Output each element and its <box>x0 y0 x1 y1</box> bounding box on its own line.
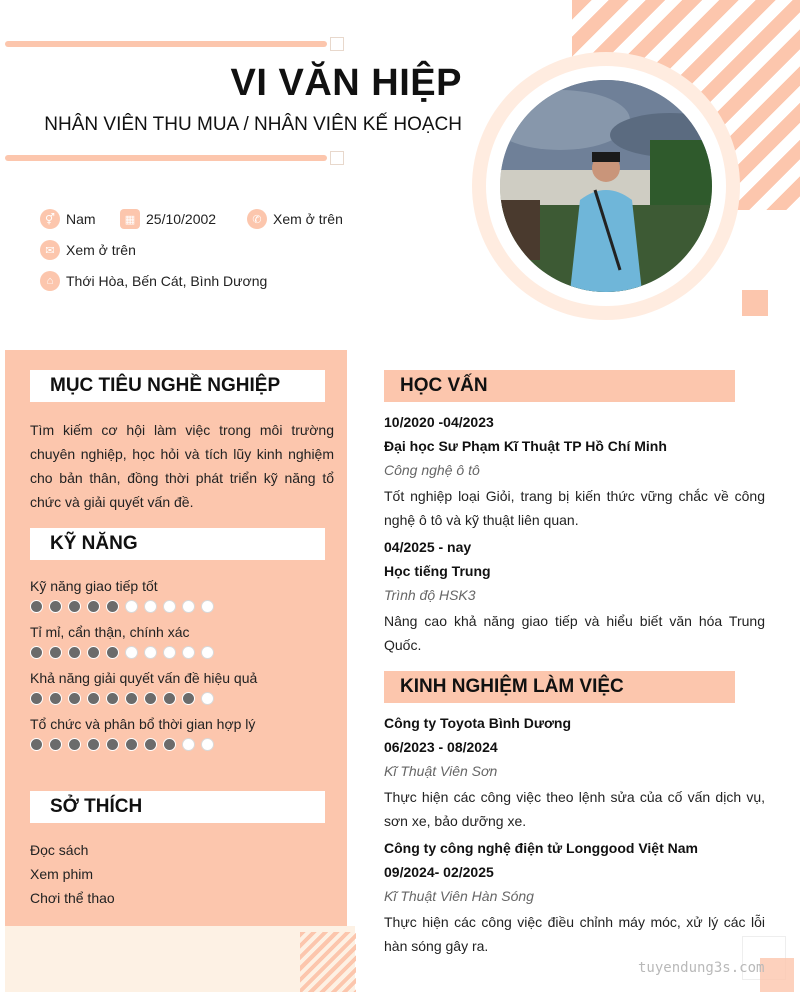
objective-heading: MỤC TIÊU NGHỀ NGHIỆP <box>30 370 325 402</box>
rating-dot-filled <box>68 646 81 659</box>
experience-position: Kĩ Thuật Viên Hàn Sóng <box>384 888 534 904</box>
hobbies-heading: SỞ THÍCH <box>30 791 325 823</box>
rating-dot-filled <box>87 600 100 613</box>
rating-dot-filled <box>30 600 43 613</box>
education-desc: Tốt nghiệp loại Giỏi, trang bị kiến thức vững chắc về công nghệ ô tô và kỹ thuật liên quan. <box>384 488 765 528</box>
header-line-bottom-end <box>330 151 344 165</box>
rating-dot-filled <box>106 738 119 751</box>
rating-dot-empty <box>182 646 195 659</box>
info-address <box>40 271 267 291</box>
rating-dot-filled <box>49 646 62 659</box>
education-school: Học tiếng Trung <box>384 563 491 579</box>
rating-dot-filled <box>68 600 81 613</box>
rating-dot-filled <box>87 646 100 659</box>
skill-item <box>30 578 330 613</box>
rating-dot-empty <box>163 646 176 659</box>
skill-rating <box>30 600 330 613</box>
rating-dot-filled <box>30 692 43 705</box>
objective-text: Tìm kiếm cơ hội làm việc trong môi trường chuyên nghiệp, học hỏi và tích lũy kinh nghiệm cho bản thân, đồng thời phát triển kỹ năng tổ chức và giải quyết vấn đề. <box>30 422 334 510</box>
rating-dot-filled <box>125 692 138 705</box>
phone-icon: ✆ <box>247 209 267 229</box>
education-major: Trình độ HSK3 <box>384 587 476 603</box>
candidate-name: VI VĂN HIỆP <box>230 62 462 104</box>
home-icon: ⌂ <box>40 271 60 291</box>
rating-dot-filled <box>144 738 157 751</box>
decorative-square <box>742 290 768 316</box>
phone-value: Xem ở trên <box>273 211 343 227</box>
skill-rating <box>30 692 330 705</box>
rating-dot-empty <box>182 600 195 613</box>
info-email <box>40 240 136 260</box>
hobby-item: Đọc sách <box>30 842 89 858</box>
decorative-box-filled <box>760 958 794 992</box>
experience-company: Công ty công nghệ điện tử Longgood Việt Nam <box>384 840 698 856</box>
skill-item <box>30 670 330 705</box>
hobby-item: Xem phim <box>30 866 94 882</box>
skill-rating <box>30 646 330 659</box>
header-line-bottom <box>5 155 327 161</box>
rating-dot-empty <box>201 738 214 751</box>
education-desc: Nâng cao khả năng giao tiếp và hiểu biết văn hóa Trung Quốc. <box>384 613 765 653</box>
info-phone <box>247 209 343 229</box>
rating-dot-filled <box>49 692 62 705</box>
rating-dot-empty <box>125 646 138 659</box>
rating-dot-filled <box>106 692 119 705</box>
info-gender <box>40 209 96 229</box>
experience-position: Kĩ Thuật Viên Sơn <box>384 763 498 779</box>
hobby-item: Chơi thể thao <box>30 890 115 906</box>
job-title: NHÂN VIÊN THU MUA / NHÂN VIÊN KẾ HOẠCH <box>44 114 462 135</box>
rating-dot-filled <box>30 738 43 751</box>
rating-dot-empty <box>201 600 214 613</box>
profile-photo <box>500 80 712 292</box>
education-school: Đại học Sư Phạm Kĩ Thuật TP Hồ Chí Minh <box>384 438 667 454</box>
rating-dot-filled <box>68 692 81 705</box>
skill-item <box>30 624 330 659</box>
decorative-stripes-bottom-left <box>300 932 356 992</box>
skill-label: Kỹ năng giao tiếp tốt <box>30 578 158 594</box>
experience-heading: KINH NGHIỆM LÀM VIỆC <box>384 671 735 703</box>
email-value: Xem ở trên <box>66 242 136 258</box>
info-birthday <box>120 209 216 229</box>
education-heading: HỌC VẤN <box>384 370 735 402</box>
watermark: tuyendung3s.com <box>638 960 765 976</box>
rating-dot-filled <box>87 692 100 705</box>
skill-item <box>30 716 330 751</box>
header-line-top <box>5 41 327 47</box>
experience-desc: Thực hiện các công việc điều chỉnh máy móc, xử lý các lỗi hàn sóng gây ra. <box>384 914 765 954</box>
experience-company: Công ty Toyota Bình Dương <box>384 715 572 731</box>
skills-heading: KỸ NĂNG <box>30 528 325 560</box>
rating-dot-empty <box>125 600 138 613</box>
rating-dot-filled <box>163 738 176 751</box>
education-period: 04/2025 - nay <box>384 539 472 555</box>
education-period: 10/2020 -04/2023 <box>384 414 494 430</box>
gender-icon: ⚥ <box>40 209 60 229</box>
address-value: Thới Hòa, Bến Cát, Bình Dương <box>66 273 268 289</box>
rating-dot-filled <box>87 738 100 751</box>
rating-dot-filled <box>68 738 81 751</box>
email-icon: ✉ <box>40 240 60 260</box>
calendar-icon: ▦ <box>120 209 140 229</box>
skill-label: Tỉ mỉ, cẩn thận, chính xác <box>30 624 190 640</box>
experience-desc: Thực hiện các công việc theo lệnh sửa của cố vấn dịch vụ, sơn xe, bảo dưỡng xe. <box>384 789 765 829</box>
rating-dot-filled <box>30 646 43 659</box>
rating-dot-filled <box>49 738 62 751</box>
rating-dot-filled <box>163 692 176 705</box>
profile-photo-illustration <box>500 80 712 292</box>
education-major: Công nghệ ô tô <box>384 462 480 478</box>
gender-value: Nam <box>66 211 96 227</box>
rating-dot-filled <box>106 646 119 659</box>
rating-dot-empty <box>182 738 195 751</box>
rating-dot-filled <box>144 692 157 705</box>
rating-dot-filled <box>49 600 62 613</box>
rating-dot-empty <box>201 692 214 705</box>
experience-period: 06/2023 - 08/2024 <box>384 739 498 755</box>
rating-dot-filled <box>125 738 138 751</box>
skill-label: Khả năng giải quyết vấn đề hiệu quả <box>30 670 258 686</box>
skill-label: Tổ chức và phân bổ thời gian hợp lý <box>30 716 256 732</box>
rating-dot-empty <box>144 646 157 659</box>
rating-dot-empty <box>163 600 176 613</box>
rating-dot-filled <box>106 600 119 613</box>
header-line-top-end <box>330 37 344 51</box>
skills-list <box>30 578 330 762</box>
rating-dot-filled <box>182 692 195 705</box>
skill-rating <box>30 738 330 751</box>
rating-dot-empty <box>144 600 157 613</box>
experience-period: 09/2024- 02/2025 <box>384 864 494 880</box>
rating-dot-empty <box>201 646 214 659</box>
birthday-value: 25/10/2002 <box>146 211 217 227</box>
